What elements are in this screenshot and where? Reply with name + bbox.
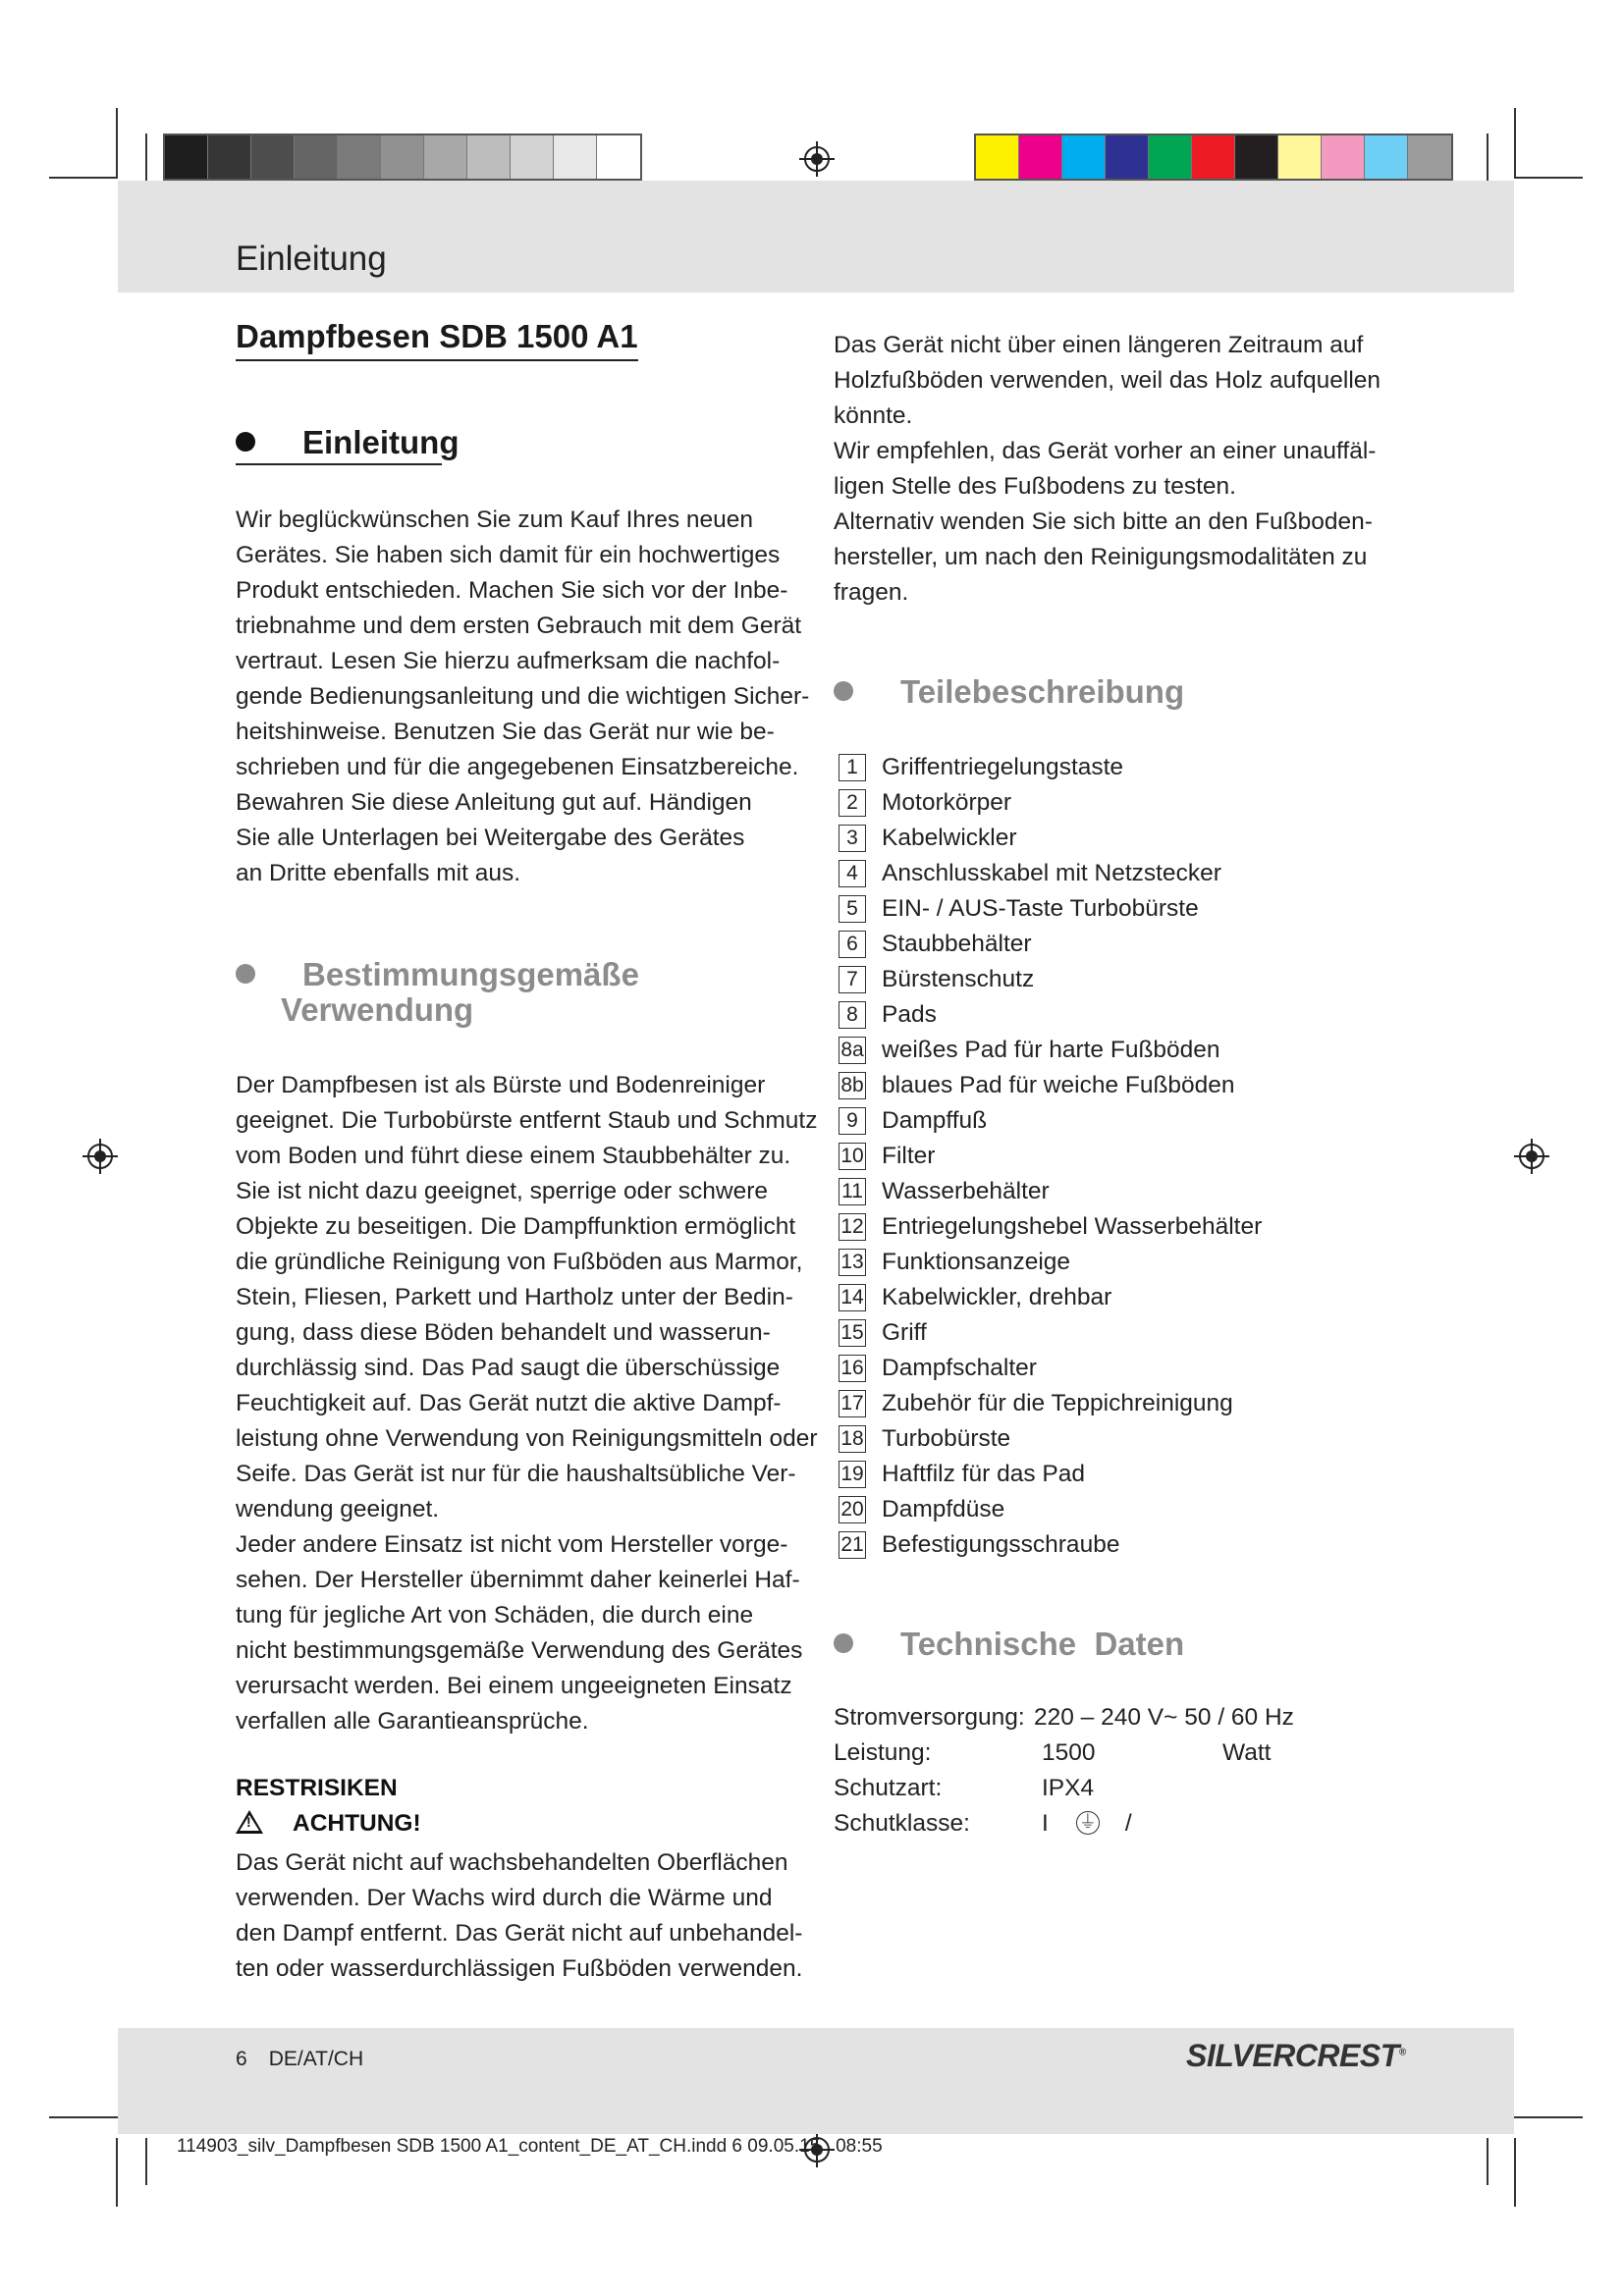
parts-list-item xyxy=(839,962,1388,997)
color-swatch xyxy=(1192,135,1235,179)
text-line: heitshinweise. Benutzen Sie das Gerät nur wie be- xyxy=(236,719,775,745)
color-swatch xyxy=(1106,135,1149,179)
parts-heading: Teilebeschreibung xyxy=(834,673,1184,711)
bullet-icon xyxy=(236,964,255,984)
part-number-box: 4 xyxy=(839,860,866,887)
text-line: durchlässig sind. Das Pad saugt die überschüssige xyxy=(236,1355,781,1381)
part-number-box: 21 xyxy=(839,1531,866,1559)
part-label: Dampffuß xyxy=(882,1107,988,1134)
warning-triangle-icon xyxy=(236,1810,263,1834)
parts-list-item xyxy=(839,1457,1388,1492)
color-swatch xyxy=(381,135,424,179)
intro-heading-underline xyxy=(236,463,442,465)
part-number-box: 12 xyxy=(839,1213,866,1241)
part-label: Kabelwickler, drehbar xyxy=(882,1284,1112,1310)
text-line: geeignet. Die Turbobürste entfernt Staub und Schmutz xyxy=(236,1107,818,1134)
parts-list-item xyxy=(839,1033,1388,1068)
color-swatch xyxy=(1062,135,1106,179)
document-title: Dampfbesen SDB 1500 A1 xyxy=(236,318,638,361)
parts-list-item xyxy=(839,1245,1388,1280)
color-calibration-bar xyxy=(974,133,1453,181)
bullet-icon xyxy=(236,432,255,452)
part-number-box: 5 xyxy=(839,895,866,923)
color-swatch xyxy=(976,135,1019,179)
part-number-box: 14 xyxy=(839,1284,866,1311)
part-label: Griff xyxy=(882,1319,927,1346)
color-swatch xyxy=(424,135,467,179)
text-line: vertraut. Lesen Sie hierzu aufmerksam die nachfol- xyxy=(236,648,781,674)
part-number-box: 7 xyxy=(839,966,866,993)
text-line: tung für jegliche Art von Schäden, die durch eine xyxy=(236,1602,754,1629)
color-swatch xyxy=(295,135,338,179)
registration-mark-icon xyxy=(81,1137,120,1176)
text-line: ten oder wasserdurchlässigen Fußböden verwenden. xyxy=(236,1955,803,1982)
part-label: weißes Pad für harte Fußböden xyxy=(882,1037,1220,1063)
text-line: an Dritte ebenfalls mit aus. xyxy=(236,860,521,886)
parts-list-item xyxy=(839,1209,1388,1245)
part-number-box: 11 xyxy=(839,1178,866,1205)
part-label: Zubehör für die Teppichreinigung xyxy=(882,1390,1233,1416)
text-line: Seife. Das Gerät ist nur für die haushaltsübliche Ver- xyxy=(236,1461,796,1487)
part-number-box: 3 xyxy=(839,825,866,852)
color-swatch xyxy=(467,135,511,179)
color-swatch xyxy=(554,135,597,179)
part-number-box: 6 xyxy=(839,931,866,958)
part-number-box: 10 xyxy=(839,1143,866,1170)
parts-list-item xyxy=(839,1386,1388,1421)
color-swatch xyxy=(1149,135,1192,179)
text-line: gung, dass diese Böden behandelt und wasserun- xyxy=(236,1319,771,1346)
parts-list-item xyxy=(839,1421,1388,1457)
color-swatch xyxy=(165,135,208,179)
parts-list-item xyxy=(839,1492,1388,1527)
parts-list-item xyxy=(839,1351,1388,1386)
part-number-box: 19 xyxy=(839,1461,866,1488)
text-line: schrieben und für die angegebenen Einsatzbereiche. xyxy=(236,754,799,780)
bullet-icon xyxy=(834,1633,853,1653)
part-label: Wasserbehälter xyxy=(882,1178,1050,1204)
intro-paragraph xyxy=(236,503,809,891)
color-swatch xyxy=(1322,135,1365,179)
color-swatch xyxy=(1278,135,1322,179)
parts-list-item xyxy=(839,997,1388,1033)
part-label: Entriegelungshebel Wasserbehälter xyxy=(882,1213,1263,1240)
parts-list-item xyxy=(839,1315,1388,1351)
bullet-icon xyxy=(834,681,853,701)
text-line: fragen. xyxy=(834,579,909,606)
color-swatch xyxy=(1408,135,1451,179)
text-line: Objekte zu beseitigen. Die Dampffunktion ermöglicht xyxy=(236,1213,796,1240)
tech-heading: Technische Daten xyxy=(834,1626,1184,1663)
part-label: Bürstenschutz xyxy=(882,966,1035,992)
parts-list-item xyxy=(839,1068,1388,1103)
color-swatch xyxy=(1235,135,1278,179)
registration-mark-icon xyxy=(1512,1137,1551,1176)
text-line: verwenden. Der Wachs wird durch die Wärme und xyxy=(236,1885,773,1911)
text-line: leistung ohne Verwendung von Reinigungsmitteln oder xyxy=(236,1425,818,1452)
part-label: Turbobürste xyxy=(882,1425,1011,1452)
intro-heading: Einleitung xyxy=(236,424,460,461)
text-line: gende Bedienungsanleitung und die wichtigen Sicher- xyxy=(236,683,810,710)
text-line: wendung geeignet. xyxy=(236,1496,440,1522)
text-line: ligen Stelle des Fußbodens zu testen. xyxy=(834,473,1236,500)
text-line: sehen. Der Hersteller übernimmt daher keinerlei Haf- xyxy=(236,1567,800,1593)
part-number-box: 20 xyxy=(839,1496,866,1523)
text-line: Wir empfehlen, das Gerät vorher an einer unauffäl- xyxy=(834,438,1377,464)
grey-calibration-bar xyxy=(163,133,642,181)
text-line: Sie ist nicht dazu geeignet, sperrige oder schwere xyxy=(236,1178,769,1204)
part-label: Motorkörper xyxy=(882,789,1012,816)
text-line: verursacht werden. Bei einem ungeeigneten Einsatz xyxy=(236,1673,792,1699)
text-line: könnte. xyxy=(834,402,913,429)
part-number-box: 9 xyxy=(839,1107,866,1135)
part-label: Kabelwickler xyxy=(882,825,1017,851)
protective-earth-icon xyxy=(1076,1811,1100,1835)
text-line: Gerätes. Sie haben sich damit für ein hochwertiges xyxy=(236,542,781,568)
parts-list-item xyxy=(839,1527,1388,1563)
text-line: nicht bestimmungsgemäße Verwendung des Gerätes xyxy=(236,1637,803,1664)
part-label: Befestigungsschraube xyxy=(882,1531,1120,1558)
part-label: Griffentriegelungstaste xyxy=(882,754,1124,780)
registration-mark-icon xyxy=(797,139,837,179)
print-slug: 114903_silv_Dampfbesen SDB 1500 A1_content_DE_AT_CH.indd 6 09.05.15 08:55 xyxy=(177,2136,883,2157)
color-swatch xyxy=(1365,135,1408,179)
color-swatch xyxy=(208,135,251,179)
risks-label: RESTRISIKEN xyxy=(236,1775,398,1801)
footer-page-info xyxy=(236,2048,385,2071)
parts-list-item xyxy=(839,1139,1388,1174)
text-line: Jeder andere Einsatz ist nicht vom Hersteller vorge- xyxy=(236,1531,788,1558)
use-heading: Bestimmungsgemäße xyxy=(236,956,639,993)
parts-list-item xyxy=(839,856,1388,891)
part-label: Anschlusskabel mit Netzstecker xyxy=(882,860,1221,886)
parts-list-item xyxy=(839,891,1388,927)
part-number-box: 2 xyxy=(839,789,866,817)
part-number-box: 15 xyxy=(839,1319,866,1347)
text-line: verfallen alle Garantieansprüche. xyxy=(236,1708,589,1735)
risks-paragraph xyxy=(236,1845,802,1987)
part-label: Staubbehälter xyxy=(882,931,1032,957)
parts-list-item xyxy=(839,821,1388,856)
brand-logo: SILVERCREST® xyxy=(1186,2038,1406,2073)
part-number-box: 13 xyxy=(839,1249,866,1276)
part-number-box: 8a xyxy=(839,1037,866,1064)
page-number: 6 xyxy=(236,2048,247,2070)
parts-list-item xyxy=(839,785,1388,821)
text-line: Das Gerät nicht über einen längeren Zeitraum auf xyxy=(834,332,1364,358)
parts-list-item xyxy=(839,750,1388,785)
part-number-box: 8 xyxy=(839,1001,866,1029)
parts-list-item xyxy=(839,927,1388,962)
part-label: Funktionsanzeige xyxy=(882,1249,1071,1275)
parts-list-item xyxy=(839,1103,1388,1139)
part-number-box: 1 xyxy=(839,754,866,781)
parts-list xyxy=(839,750,1388,1563)
part-label: EIN- / AUS-Taste Turbobürste xyxy=(882,895,1199,922)
text-line: Bewahren Sie diese Anleitung gut auf. Händigen xyxy=(236,789,752,816)
use-heading-line2: Verwendung xyxy=(281,991,474,1028)
part-number-box: 16 xyxy=(839,1355,866,1382)
color-swatch xyxy=(1019,135,1062,179)
text-line: den Dampf entfernt. Das Gerät nicht auf unbehandel- xyxy=(236,1920,803,1947)
text-line: Produkt entschieden. Machen Sie sich vor der Inbe- xyxy=(236,577,788,604)
text-line: Wir beglückwünschen Sie zum Kauf Ihres neuen xyxy=(236,507,754,533)
parts-list-item xyxy=(839,1174,1388,1209)
part-number-box: 17 xyxy=(839,1390,866,1417)
header-section-title: Einleitung xyxy=(236,240,387,278)
use-paragraph xyxy=(236,1068,818,1739)
part-label: Pads xyxy=(882,1001,937,1028)
text-line: vom Boden und führt diese einem Staubbehälter zu. xyxy=(236,1143,791,1169)
warning-label: !ACHTUNG! xyxy=(236,1810,421,1838)
text-line: hersteller, um nach den Reinigungsmodalitäten zu xyxy=(834,544,1368,570)
locale-label: DE/AT/CH xyxy=(268,2048,364,2070)
parts-list-item xyxy=(839,1280,1388,1315)
text-line: Sie alle Unterlagen bei Weitergabe des Gerätes xyxy=(236,825,745,851)
part-label: Dampfdüse xyxy=(882,1496,1005,1522)
color-swatch xyxy=(597,135,640,179)
text-line: Stein, Fliesen, Parkett und Hartholz unter der Bedin- xyxy=(236,1284,793,1310)
text-line: triebnahme und dem ersten Gebrauch mit dem Gerät xyxy=(236,613,802,639)
text-line: Das Gerät nicht auf wachsbehandelten Oberflächen xyxy=(236,1849,788,1876)
text-line: Der Dampfbesen ist als Bürste und Bodenreiniger xyxy=(236,1072,766,1098)
part-number-box: 8b xyxy=(839,1072,866,1099)
part-label: Dampfschalter xyxy=(882,1355,1037,1381)
text-line: die gründliche Reinigung von Fußböden aus Marmor, xyxy=(236,1249,803,1275)
part-label: blaues Pad für weiche Fußböden xyxy=(882,1072,1235,1098)
part-number-box: 18 xyxy=(839,1425,866,1453)
color-swatch xyxy=(251,135,295,179)
color-swatch xyxy=(338,135,381,179)
text-line: Holzfußböden verwenden, weil das Holz aufquellen xyxy=(834,367,1381,394)
color-swatch xyxy=(511,135,554,179)
part-label: Filter xyxy=(882,1143,936,1169)
text-line: Feuchtigkeit auf. Das Gerät nutzt die aktive Dampf- xyxy=(236,1390,782,1416)
risks-continued-paragraph xyxy=(834,328,1380,611)
text-line: Alternativ wenden Sie sich bitte an den Fußboden- xyxy=(834,508,1373,535)
part-label: Haftfilz für das Pad xyxy=(882,1461,1085,1487)
